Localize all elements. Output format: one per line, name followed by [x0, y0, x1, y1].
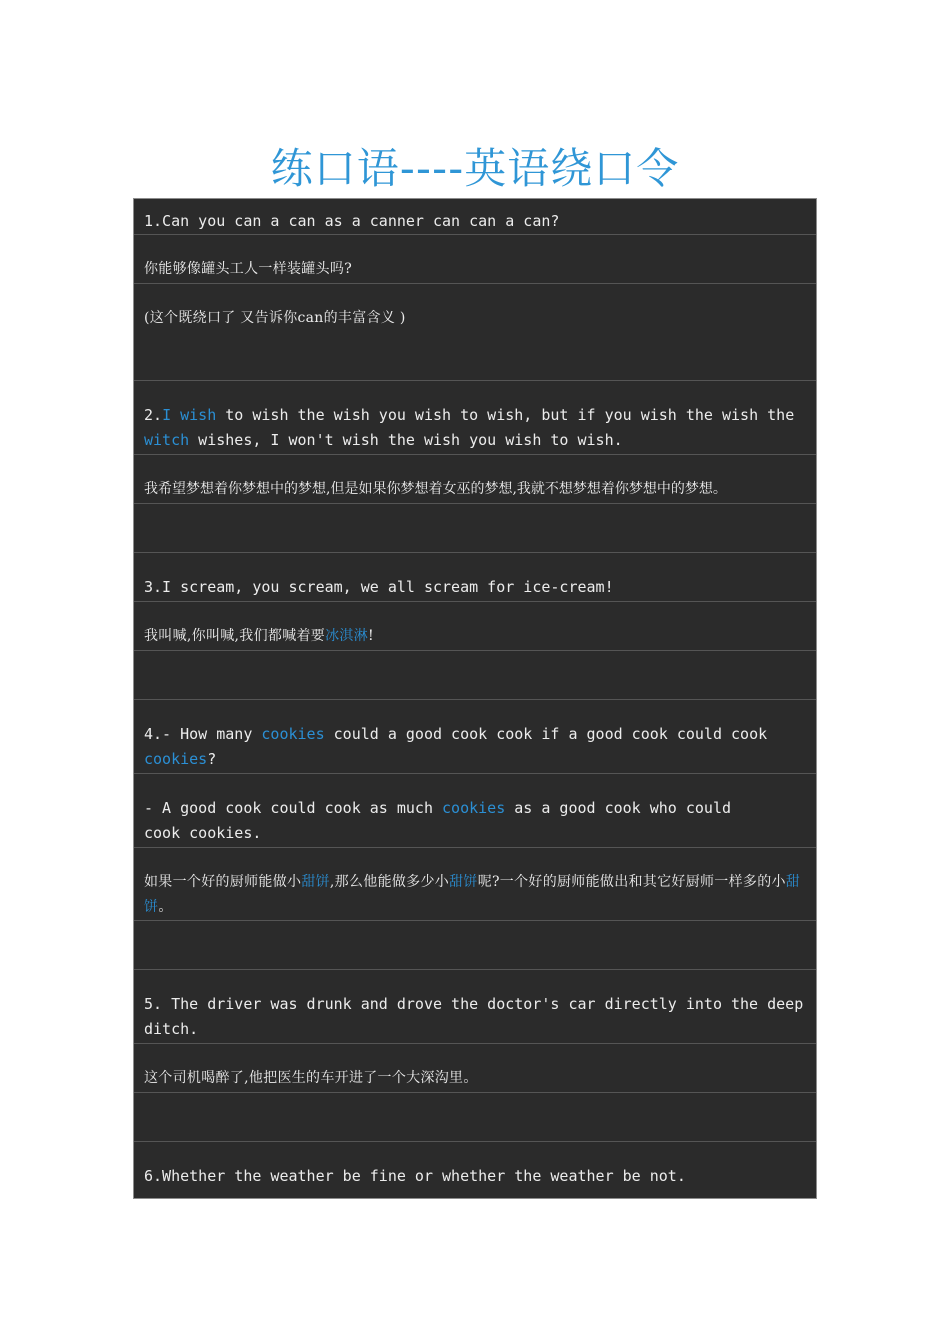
text-segment: 呢?一个好的厨师能做出和其它好厨师一样多的小: [477, 874, 786, 890]
table-row: [134, 602, 816, 651]
twister-1-chinese: 你能够像罐头工人一样装罐头吗?: [144, 261, 353, 277]
table-row: [134, 651, 816, 700]
highlight-text: 甜饼: [449, 874, 478, 890]
twister-3-chinese: [144, 624, 808, 649]
highlight-text: 甜饼: [301, 874, 330, 890]
page-title: 练口语----英语绕口令: [270, 144, 680, 193]
twister-3-english: 3.I scream, you scream, we all scream for ice-cream!: [144, 578, 614, 596]
table-row: [134, 455, 816, 504]
table-row: [134, 504, 816, 553]
text-segment: 我叫喊,你叫喊,我们都喊着要: [144, 628, 326, 644]
table-row: [134, 235, 816, 284]
table-row: [134, 284, 816, 381]
highlight-text: 冰淇淋: [325, 628, 369, 644]
twister-1-note: (这个既绕口了 又告诉你can的丰富含义 ): [144, 310, 406, 326]
text-segment: 2.: [144, 406, 163, 424]
highlight-text: cookies: [261, 725, 325, 743]
twister-5-chinese: 这个司机喝醉了,他把医生的车开进了一个大深沟里。: [144, 1070, 478, 1086]
twister-4-english-answer: [144, 796, 776, 846]
highlight-text: I wish: [162, 406, 217, 424]
table-row: [134, 700, 816, 774]
text-segment: could a good cook cook if a good cook could cook: [324, 725, 777, 743]
table-row: [134, 381, 816, 455]
table-row: [134, 848, 816, 921]
table-row: [134, 553, 816, 602]
twister-5-english: 5. The driver was drunk and drove the doctor's car directly into the deep ditch.: [144, 995, 813, 1038]
text-segment: - A good cook could cook as much: [144, 799, 443, 817]
text-segment: 。: [158, 899, 173, 915]
highlight-text: witch: [144, 431, 190, 449]
highlight-text: cookies: [144, 750, 208, 768]
text-segment: ?: [207, 750, 217, 768]
table-row: [134, 199, 816, 235]
twister-4-english-question: [144, 722, 808, 772]
table-row: [134, 970, 816, 1044]
highlight-text: 甜饼: [144, 874, 801, 915]
tongue-twister-table: [133, 198, 817, 1199]
table-row: [134, 1044, 816, 1093]
table-row: [134, 774, 816, 848]
twister-2-english: [144, 403, 808, 453]
text-segment: 4.- How many: [144, 725, 262, 743]
text-segment: ,那么他能做多少小: [329, 874, 450, 890]
text-segment: as a good cook who could cook cookies.: [144, 799, 741, 842]
text-segment: 如果一个好的厨师能做小: [144, 874, 302, 890]
text-segment: !: [368, 628, 374, 644]
twister-4-chinese: [144, 870, 808, 920]
twister-2-chinese: 我希望梦想着你梦想中的梦想,但是如果你梦想着女巫的梦想,我就不想梦想着你梦想中的梦想。: [144, 481, 727, 497]
text-segment: to wish the wish you wish to wish, but if you wish the wish the: [216, 406, 804, 424]
highlight-text: cookies: [442, 799, 506, 817]
text-segment: wishes, I won't wish the wish you wish to wish.: [189, 431, 623, 449]
twister-1-english: 1.Can you can a can as a canner can can a can?: [144, 212, 560, 230]
table-row: [134, 1142, 816, 1198]
table-row: [134, 921, 816, 970]
twister-6-english: 6.Whether the weather be fine or whether the weather be not.: [144, 1167, 686, 1185]
table-row: [134, 1093, 816, 1142]
